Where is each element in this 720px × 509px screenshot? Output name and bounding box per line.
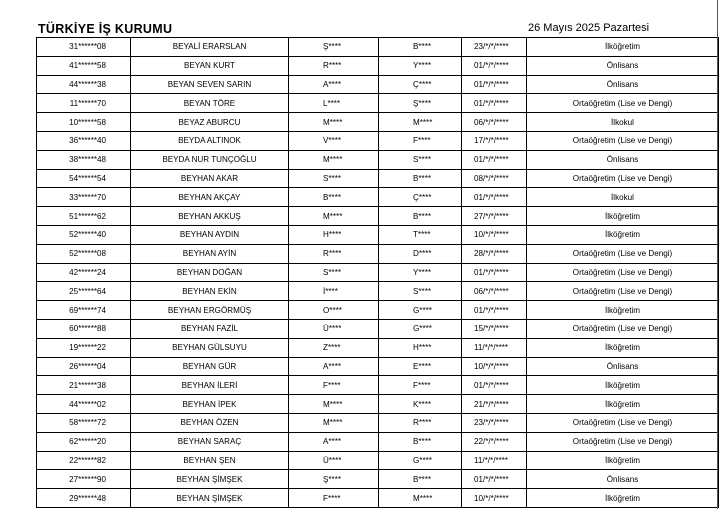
education-level-cell: Ortaöğretim (Lise ve Dengi) xyxy=(527,263,719,282)
education-level-cell: Ortaöğretim (Lise ve Dengi) xyxy=(527,319,719,338)
father-initial-cell: L**** xyxy=(289,94,379,113)
birth-date-cell: 27/*/*/**** xyxy=(462,207,527,226)
mother-initial-cell: H**** xyxy=(379,338,462,357)
table-row xyxy=(37,207,719,226)
education-level-cell: Önlisans xyxy=(527,470,719,489)
organization-title: TÜRKİYE İŞ KURUMU xyxy=(38,22,173,36)
masked-id-cell: 58******72 xyxy=(37,413,131,432)
mother-initial-cell: R**** xyxy=(379,413,462,432)
education-level-cell: Ortaöğretim (Lise ve Dengi) xyxy=(527,413,719,432)
masked-id-cell: 38******48 xyxy=(37,150,131,169)
masked-id-cell: 36******40 xyxy=(37,131,131,150)
table-row xyxy=(37,470,719,489)
table-row xyxy=(37,489,719,508)
father-initial-cell: F**** xyxy=(289,489,379,508)
birth-date-cell: 23/*/*/**** xyxy=(462,413,527,432)
table-row xyxy=(37,56,719,75)
father-initial-cell: A**** xyxy=(289,357,379,376)
full-name-cell: BEYHAN EKİN xyxy=(131,282,289,301)
father-initial-cell: Z**** xyxy=(289,338,379,357)
father-initial-cell: M**** xyxy=(289,395,379,414)
full-name-cell: BEYHAN AKÇAY xyxy=(131,188,289,207)
education-level-cell: İlköğretim xyxy=(527,376,719,395)
birth-date-cell: 06/*/*/**** xyxy=(462,282,527,301)
masked-id-cell: 31******08 xyxy=(37,38,131,57)
full-name-cell: BEYALİ ERARSLAN xyxy=(131,38,289,57)
table-row xyxy=(37,357,719,376)
masked-id-cell: 54******54 xyxy=(37,169,131,188)
full-name-cell: BEYDA ALTINOK xyxy=(131,131,289,150)
father-initial-cell: A**** xyxy=(289,432,379,451)
masked-id-cell: 42******24 xyxy=(37,263,131,282)
masked-id-cell: 25******64 xyxy=(37,282,131,301)
table-row xyxy=(37,338,719,357)
father-initial-cell: Ü**** xyxy=(289,451,379,470)
father-initial-cell: Ş**** xyxy=(289,470,379,489)
masked-id-cell: 52******08 xyxy=(37,244,131,263)
masked-id-cell: 22******82 xyxy=(37,451,131,470)
applicant-table-body xyxy=(37,38,719,508)
masked-id-cell: 44******02 xyxy=(37,395,131,414)
birth-date-cell: 01/*/*/**** xyxy=(462,301,527,320)
table-row xyxy=(37,113,719,132)
father-initial-cell: M**** xyxy=(289,413,379,432)
full-name-cell: BEYHAN DOĞAN xyxy=(131,263,289,282)
father-initial-cell: B**** xyxy=(289,188,379,207)
masked-id-cell: 60******88 xyxy=(37,319,131,338)
father-initial-cell: M**** xyxy=(289,113,379,132)
education-level-cell: Ortaöğretim (Lise ve Dengi) xyxy=(527,244,719,263)
birth-date-cell: 01/*/*/**** xyxy=(462,376,527,395)
father-initial-cell: S**** xyxy=(289,263,379,282)
mother-initial-cell: G**** xyxy=(379,301,462,320)
education-level-cell: Ortaöğretim (Lise ve Dengi) xyxy=(527,282,719,301)
education-level-cell: Önlisans xyxy=(527,56,719,75)
birth-date-cell: 21/*/*/**** xyxy=(462,395,527,414)
education-level-cell: İlköğretim xyxy=(527,207,719,226)
full-name-cell: BEYHAN AKKUŞ xyxy=(131,207,289,226)
mother-initial-cell: B**** xyxy=(379,38,462,57)
table-row xyxy=(37,413,719,432)
table-row xyxy=(37,169,719,188)
full-name-cell: BEYHAN İPEK xyxy=(131,395,289,414)
full-name-cell: BEYAN SEVEN SARIN xyxy=(131,75,289,94)
birth-date-cell: 10/*/*/**** xyxy=(462,489,527,508)
mother-initial-cell: B**** xyxy=(379,470,462,489)
full-name-cell: BEYHAN AYDIN xyxy=(131,225,289,244)
table-row xyxy=(37,282,719,301)
birth-date-cell: 10/*/*/**** xyxy=(462,225,527,244)
full-name-cell: BEYDA NUR TUNÇOĞLU xyxy=(131,150,289,169)
education-level-cell: İlköğretim xyxy=(527,301,719,320)
birth-date-cell: 17/*/*/**** xyxy=(462,131,527,150)
birth-date-cell: 01/*/*/**** xyxy=(462,188,527,207)
full-name-cell: BEYAN TÖRE xyxy=(131,94,289,113)
mother-initial-cell: Ş**** xyxy=(379,94,462,113)
father-initial-cell: M**** xyxy=(289,207,379,226)
masked-id-cell: 51******62 xyxy=(37,207,131,226)
table-row xyxy=(37,432,719,451)
masked-id-cell: 19******22 xyxy=(37,338,131,357)
mother-initial-cell: M**** xyxy=(379,489,462,508)
mother-initial-cell: F**** xyxy=(379,376,462,395)
education-level-cell: Önlisans xyxy=(527,357,719,376)
father-initial-cell: M**** xyxy=(289,150,379,169)
mother-initial-cell: M**** xyxy=(379,113,462,132)
table-row xyxy=(37,94,719,113)
education-level-cell: İlkokul xyxy=(527,113,719,132)
mother-initial-cell: T**** xyxy=(379,225,462,244)
mother-initial-cell: K**** xyxy=(379,395,462,414)
mother-initial-cell: B**** xyxy=(379,207,462,226)
full-name-cell: BEYHAN SARAÇ xyxy=(131,432,289,451)
birth-date-cell: 11/*/*/**** xyxy=(462,338,527,357)
birth-date-cell: 15/*/*/**** xyxy=(462,319,527,338)
education-level-cell: İlköğretim xyxy=(527,225,719,244)
birth-date-cell: 11/*/*/**** xyxy=(462,451,527,470)
masked-id-cell: 21******38 xyxy=(37,376,131,395)
father-initial-cell: V**** xyxy=(289,131,379,150)
education-level-cell: İlköğretim xyxy=(527,451,719,470)
education-level-cell: Ortaöğretim (Lise ve Dengi) xyxy=(527,432,719,451)
education-level-cell: Ortaöğretim (Lise ve Dengi) xyxy=(527,94,719,113)
masked-id-cell: 33******70 xyxy=(37,188,131,207)
birth-date-cell: 06/*/*/**** xyxy=(462,113,527,132)
masked-id-cell: 41******58 xyxy=(37,56,131,75)
table-row xyxy=(37,225,719,244)
birth-date-cell: 01/*/*/**** xyxy=(462,56,527,75)
table-row xyxy=(37,376,719,395)
father-initial-cell: S**** xyxy=(289,169,379,188)
mother-initial-cell: Y**** xyxy=(379,263,462,282)
father-initial-cell: H**** xyxy=(289,225,379,244)
father-initial-cell: F**** xyxy=(289,376,379,395)
full-name-cell: BEYHAN ŞİMŞEK xyxy=(131,470,289,489)
mother-initial-cell: G**** xyxy=(379,451,462,470)
full-name-cell: BEYHAN GÜLSUYU xyxy=(131,338,289,357)
masked-id-cell: 11******70 xyxy=(37,94,131,113)
mother-initial-cell: B**** xyxy=(379,432,462,451)
mother-initial-cell: S**** xyxy=(379,282,462,301)
full-name-cell: BEYHAN ŞEN xyxy=(131,451,289,470)
father-initial-cell: Ş**** xyxy=(289,38,379,57)
page-edge-divider xyxy=(717,0,718,509)
masked-id-cell: 27******90 xyxy=(37,470,131,489)
birth-date-cell: 08/*/*/**** xyxy=(462,169,527,188)
birth-date-cell: 01/*/*/**** xyxy=(462,75,527,94)
birth-date-cell: 28/*/*/**** xyxy=(462,244,527,263)
full-name-cell: BEYAZ ABURCU xyxy=(131,113,289,132)
full-name-cell: BEYHAN ÖZEN xyxy=(131,413,289,432)
table-row xyxy=(37,319,719,338)
table-row xyxy=(37,150,719,169)
table-row xyxy=(37,38,719,57)
father-initial-cell: O**** xyxy=(289,301,379,320)
mother-initial-cell: G**** xyxy=(379,319,462,338)
full-name-cell: BEYHAN AYİN xyxy=(131,244,289,263)
page-header xyxy=(0,0,720,40)
birth-date-cell: 01/*/*/**** xyxy=(462,94,527,113)
mother-initial-cell: D**** xyxy=(379,244,462,263)
birth-date-cell: 22/*/*/**** xyxy=(462,432,527,451)
education-level-cell: İlköğretim xyxy=(527,395,719,414)
full-name-cell: BEYHAN ERGÖRMÜŞ xyxy=(131,301,289,320)
table-row xyxy=(37,395,719,414)
mother-initial-cell: E**** xyxy=(379,357,462,376)
education-level-cell: İlköğretim xyxy=(527,489,719,508)
table-row xyxy=(37,244,719,263)
birth-date-cell: 10/*/*/**** xyxy=(462,357,527,376)
mother-initial-cell: F**** xyxy=(379,131,462,150)
table-row xyxy=(37,451,719,470)
education-level-cell: İlköğretim xyxy=(527,338,719,357)
table-row xyxy=(37,131,719,150)
masked-id-cell: 26******04 xyxy=(37,357,131,376)
father-initial-cell: R**** xyxy=(289,244,379,263)
mother-initial-cell: B**** xyxy=(379,169,462,188)
mother-initial-cell: Y**** xyxy=(379,56,462,75)
mother-initial-cell: S**** xyxy=(379,150,462,169)
education-level-cell: Ortaöğretim (Lise ve Dengi) xyxy=(527,169,719,188)
full-name-cell: BEYHAN İLERİ xyxy=(131,376,289,395)
birth-date-cell: 01/*/*/**** xyxy=(462,150,527,169)
education-level-cell: İlkokul xyxy=(527,188,719,207)
masked-id-cell: 29******48 xyxy=(37,489,131,508)
education-level-cell: Ortaöğretim (Lise ve Dengi) xyxy=(527,131,719,150)
applicant-table xyxy=(36,37,719,508)
education-level-cell: Önlisans xyxy=(527,150,719,169)
masked-id-cell: 52******40 xyxy=(37,225,131,244)
report-date: 26 Mayıs 2025 Pazartesi xyxy=(528,22,650,34)
education-level-cell: Önlisans xyxy=(527,75,719,94)
full-name-cell: BEYHAN GÜR xyxy=(131,357,289,376)
mother-initial-cell: Ç**** xyxy=(379,75,462,94)
birth-date-cell: 01/*/*/**** xyxy=(462,470,527,489)
full-name-cell: BEYHAN ŞİMŞEK xyxy=(131,489,289,508)
table-row xyxy=(37,301,719,320)
masked-id-cell: 10******58 xyxy=(37,113,131,132)
table-row xyxy=(37,263,719,282)
education-level-cell: İlköğretim xyxy=(527,38,719,57)
birth-date-cell: 01/*/*/**** xyxy=(462,263,527,282)
table-row xyxy=(37,188,719,207)
father-initial-cell: A**** xyxy=(289,75,379,94)
full-name-cell: BEYAN KURT xyxy=(131,56,289,75)
full-name-cell: BEYHAN AKAR xyxy=(131,169,289,188)
table-row xyxy=(37,75,719,94)
father-initial-cell: Ü**** xyxy=(289,319,379,338)
masked-id-cell: 44******38 xyxy=(37,75,131,94)
full-name-cell: BEYHAN FAZİL xyxy=(131,319,289,338)
mother-initial-cell: Ç**** xyxy=(379,188,462,207)
masked-id-cell: 69******74 xyxy=(37,301,131,320)
father-initial-cell: R**** xyxy=(289,56,379,75)
birth-date-cell: 23/*/*/**** xyxy=(462,38,527,57)
father-initial-cell: İ**** xyxy=(289,282,379,301)
masked-id-cell: 62******20 xyxy=(37,432,131,451)
